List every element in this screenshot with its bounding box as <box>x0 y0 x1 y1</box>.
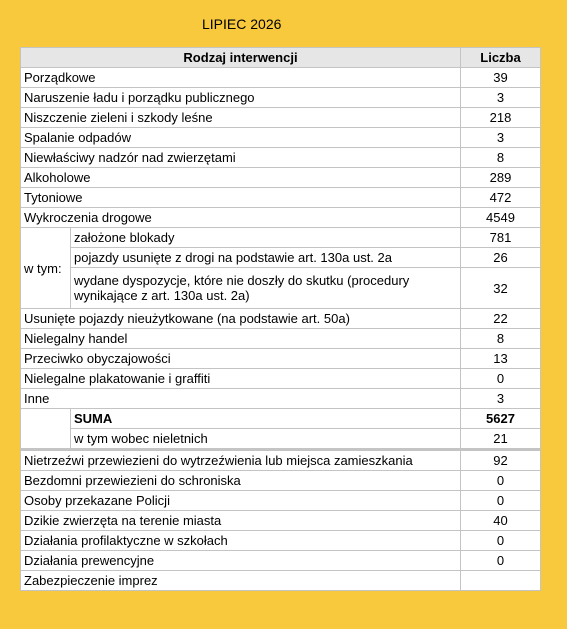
table-row <box>21 471 541 491</box>
interventions-table <box>20 47 541 591</box>
row-count: 8 <box>461 329 541 349</box>
header-liczba: Liczba <box>461 48 541 68</box>
row-label: Działania prewencyjne <box>21 551 461 571</box>
row-label: Alkoholowe <box>21 168 461 188</box>
row-label: Dzikie zwierzęta na terenie miasta <box>21 511 461 531</box>
row-label: Naruszenie ładu i porządku publicznego <box>21 88 461 108</box>
row-label: Zabezpieczenie imprez <box>21 571 461 591</box>
row-label: Działania profilaktyczne w szkołach <box>21 531 461 551</box>
table-row <box>21 389 541 409</box>
row-count: 289 <box>461 168 541 188</box>
row-count: 0 <box>461 491 541 511</box>
table-row <box>21 168 541 188</box>
table-row <box>21 571 541 591</box>
table-row <box>21 68 541 88</box>
row-label: Nietrzeźwi przewiezieni do wytrzeźwienia lub miejsca zamieszkania <box>21 450 461 471</box>
row-label: Tytoniowe <box>21 188 461 208</box>
table-row <box>21 450 541 471</box>
table-row <box>21 188 541 208</box>
table-row <box>21 309 541 329</box>
table-row <box>21 208 541 228</box>
header-rodzaj-interwencji: Rodzaj interwencji <box>21 48 461 68</box>
row-label: wydane dyspozycje, które nie doszły do skutku (procedury wynikające z art. 130a ust. 2a) <box>71 268 461 309</box>
table-row-sub <box>21 248 541 268</box>
row-label: Niszczenie zieleni i szkody leśne <box>21 108 461 128</box>
row-label: Nielegalny handel <box>21 329 461 349</box>
row-count: 4549 <box>461 208 541 228</box>
row-label: Osoby przekazane Policji <box>21 491 461 511</box>
row-label: pojazdy usunięte z drogi na podstawie art. 130a ust. 2a <box>71 248 461 268</box>
row-label: Wykroczenia drogowe <box>21 208 461 228</box>
table-row-suma <box>21 409 541 429</box>
report-title: LIPIEC 2026 <box>202 16 282 32</box>
row-count: 39 <box>461 68 541 88</box>
row-count: 40 <box>461 511 541 531</box>
table-row <box>21 369 541 389</box>
row-count: 0 <box>461 531 541 551</box>
row-count: 32 <box>461 268 541 309</box>
table-row <box>21 531 541 551</box>
row-count: 26 <box>461 248 541 268</box>
table-row <box>21 491 541 511</box>
table-row-sub <box>21 268 541 309</box>
row-count: 0 <box>461 551 541 571</box>
row-count: 3 <box>461 88 541 108</box>
row-count: 3 <box>461 389 541 409</box>
row-count: 472 <box>461 188 541 208</box>
row-count: 3 <box>461 128 541 148</box>
suma-blank-cell <box>21 409 71 450</box>
row-count <box>461 571 541 591</box>
suma-label: SUMA <box>71 409 461 429</box>
table-row <box>21 108 541 128</box>
table-row <box>21 88 541 108</box>
row-label: Spalanie odpadów <box>21 128 461 148</box>
row-label: Niewłaściwy nadzór nad zwierzętami <box>21 148 461 168</box>
row-label: w tym wobec nieletnich <box>71 429 461 450</box>
row-label: Porządkowe <box>21 68 461 88</box>
row-count: 218 <box>461 108 541 128</box>
row-count: 13 <box>461 349 541 369</box>
wtym-label: w tym: <box>21 228 71 309</box>
row-label: Inne <box>21 389 461 409</box>
row-count: 0 <box>461 369 541 389</box>
table-row <box>21 128 541 148</box>
table-row-minors <box>21 429 541 450</box>
row-label: Usunięte pojazdy nieużytkowane (na podstawie art. 50a) <box>21 309 461 329</box>
table-row <box>21 349 541 369</box>
row-label: założone blokady <box>71 228 461 248</box>
table-row <box>21 511 541 531</box>
row-count: 0 <box>461 471 541 491</box>
row-count: 22 <box>461 309 541 329</box>
table-row <box>21 551 541 571</box>
row-label: Przeciwko obyczajowości <box>21 349 461 369</box>
table-row-sub <box>21 228 541 248</box>
row-label: Nielegalne plakatowanie i graffiti <box>21 369 461 389</box>
row-count: 92 <box>461 450 541 471</box>
table-row <box>21 329 541 349</box>
row-label: Bezdomni przewiezieni do schroniska <box>21 471 461 491</box>
suma-count: 5627 <box>461 409 541 429</box>
table-row <box>21 148 541 168</box>
table-header-row <box>21 48 541 68</box>
row-count: 8 <box>461 148 541 168</box>
row-count: 781 <box>461 228 541 248</box>
row-count: 21 <box>461 429 541 450</box>
